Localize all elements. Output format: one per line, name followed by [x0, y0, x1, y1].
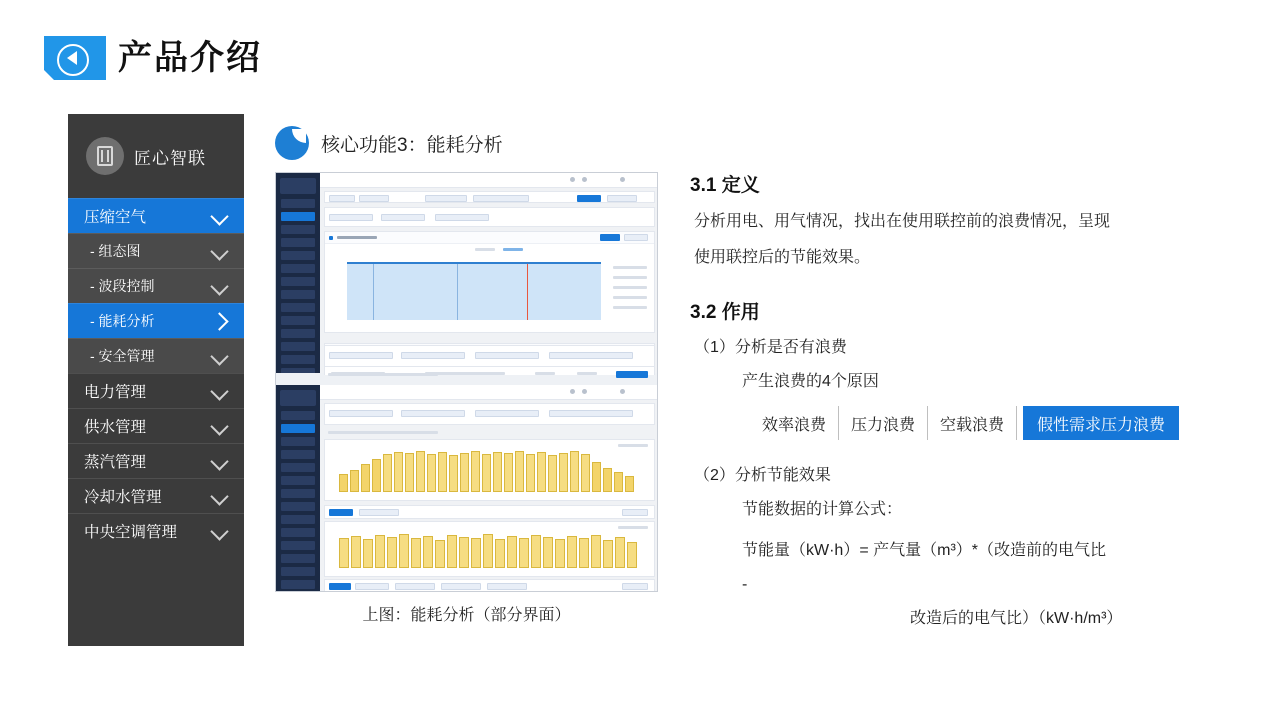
mock-more-button [616, 371, 648, 378]
mock-sidebar-item [281, 502, 315, 511]
mock-query-button [577, 195, 601, 202]
chevron-down-icon [210, 207, 228, 225]
chevron-down-icon [210, 242, 228, 260]
mock-bar [579, 538, 589, 568]
sidebar-item-safety-management[interactable] [68, 338, 244, 373]
chevron-down-icon [210, 487, 228, 505]
mock-sidebar-item [281, 489, 315, 498]
mock-avatar [620, 177, 625, 182]
mock-bar-chart-2 [339, 530, 639, 568]
waste-reason-pressure: 压力浪费 [839, 406, 928, 440]
mock-topbar-icon [582, 389, 587, 394]
mock-chart-legend-row [613, 266, 647, 269]
sidebar-item-water-supply-management[interactable] [68, 408, 244, 443]
mock-chart-legend [618, 444, 648, 447]
mock-sidebar-item [281, 238, 315, 247]
mock-bar [423, 536, 433, 568]
sidebar-item-label: - 组态图 [90, 243, 141, 259]
mock-bar [427, 454, 436, 492]
mock-stat [475, 410, 539, 417]
back-arrow-icon-glyph [67, 51, 77, 65]
mock-stat-strip [324, 345, 655, 367]
mock-stat [549, 352, 633, 359]
mock-sidebar-item [281, 554, 315, 563]
mock-bar [394, 452, 403, 492]
chevron-down-icon [210, 417, 228, 435]
mock-topbar-icon [582, 177, 587, 182]
center-section-header [275, 126, 503, 160]
mock-bar-chart-card-2 [324, 521, 655, 577]
brand-logo-icon [86, 137, 124, 175]
mock-bar [519, 538, 529, 568]
mock-chart-legend [618, 526, 648, 529]
mock-sidebar-item [281, 476, 315, 485]
sidebar-item-central-air-conditioning-management[interactable] [68, 513, 244, 548]
brand-name: 匠心智联 [134, 148, 206, 168]
mock-bar [548, 455, 557, 492]
mock-bar [515, 451, 524, 492]
mock-sidebar-item [281, 463, 315, 472]
sidebar-item-label: - 波段控制 [90, 278, 155, 294]
mock-bar [495, 539, 505, 568]
mock-filter-chip [329, 195, 355, 202]
mock-bar [493, 452, 502, 492]
mock-tag [329, 583, 351, 590]
sidebar-item-label: 供水管理 [84, 419, 147, 436]
mock-bar [603, 540, 613, 568]
mock-topbar [320, 385, 658, 400]
mock-bar [372, 459, 381, 492]
mock-bar [416, 451, 425, 492]
mock-topbar-icon [570, 177, 575, 182]
mock-sidebar [276, 385, 320, 592]
mock-bar [537, 452, 546, 492]
back-arrow-icon [44, 36, 106, 80]
mock-summary-row [324, 505, 655, 519]
chevron-down-icon [210, 277, 228, 295]
section-3-2-item-1: （1）分析是否有浪费 [694, 339, 847, 356]
mock-tag [359, 509, 399, 516]
mock-stat [329, 410, 393, 417]
mock-action [622, 509, 648, 516]
mock-filter-toolbar [324, 191, 655, 203]
mock-bar [627, 542, 637, 568]
product-nav-panel [68, 114, 244, 646]
mock-stat-caption [328, 431, 438, 434]
page-title: 产品介绍 [118, 39, 262, 77]
mock-bar [438, 452, 447, 492]
mock-bar [339, 474, 348, 492]
sidebar-item-configuration-diagram[interactable] [68, 233, 244, 268]
mock-bar [411, 538, 421, 568]
right-content [690, 170, 1250, 634]
sidebar-item-energy-analysis[interactable] [68, 303, 244, 338]
mock-summary-card [324, 207, 655, 227]
screenshot-caption: 上图：能耗分析（部分界面） [362, 607, 571, 624]
mock-legend [503, 248, 523, 251]
mock-stat-caption [328, 373, 438, 376]
mock-bar [447, 535, 457, 568]
mock-bar [483, 534, 493, 568]
mock-tag [487, 583, 527, 590]
mock-bar [350, 470, 359, 492]
sidebar-item-compressed-air[interactable] [68, 198, 244, 233]
mock-stat [329, 352, 393, 359]
mock-bar [555, 539, 565, 568]
mock-card-action [600, 234, 620, 241]
sidebar-item-label: 冷却水管理 [84, 489, 162, 506]
mock-tag [395, 583, 435, 590]
mock-sidebar-item [281, 580, 315, 589]
mock-stat [475, 352, 539, 359]
mock-bar [567, 536, 577, 568]
section-3-2-heading: 3.2 作用 [690, 302, 760, 323]
chevron-down-icon [210, 382, 228, 400]
mock-bar [526, 454, 535, 492]
mock-bar [471, 538, 481, 568]
mock-sidebar-item-active [281, 424, 315, 433]
slide-header [0, 0, 1280, 100]
mock-sidebar-item [281, 528, 315, 537]
mock-bar [559, 453, 568, 492]
mock-chart-legend-row [613, 286, 647, 289]
mock-bar [405, 453, 414, 492]
chevron-down-icon [210, 452, 228, 470]
waste-reason-idle: 空载浪费 [928, 406, 1017, 440]
waste-reason-efficiency: 效率浪费 [750, 406, 839, 440]
sidebar-item-label: 压缩空气 [84, 209, 147, 226]
screenshot-pane-2 [276, 385, 658, 592]
mock-bar [504, 453, 513, 492]
section-3-2-item-1-sub: 产生浪费的4个原因 [742, 373, 879, 390]
sidebar-item-label: 电力管理 [84, 384, 147, 401]
sidebar-item-label: 蒸汽管理 [84, 454, 147, 471]
mock-bar [614, 472, 623, 492]
mock-topbar-icon [570, 389, 575, 394]
chevron-right-icon [210, 312, 228, 330]
mock-tag [355, 583, 389, 590]
sidebar-item-label: - 安全管理 [90, 348, 155, 364]
mock-sidebar-item-active [281, 212, 315, 221]
chevron-down-icon [210, 347, 228, 365]
mock-bar [531, 535, 541, 568]
mock-sidebar-item [281, 437, 315, 446]
section-3-2-item-2: （2）分析节能效果 [694, 467, 831, 484]
mock-reset-button [607, 195, 637, 202]
energy-analysis-screenshot [275, 172, 658, 592]
sidebar-item-cooling-water-management[interactable] [68, 478, 244, 513]
waste-reason-false-demand-pressure: 假性需求压力浪费 [1023, 406, 1179, 440]
mock-bar-chart-card-1 [324, 439, 655, 501]
section-3-1-heading: 3.1 定义 [690, 175, 760, 196]
mock-sidebar-item [281, 251, 315, 260]
mock-sidebar-item [281, 450, 315, 459]
mock-stat [401, 410, 465, 417]
mock-sidebar-item [281, 264, 315, 273]
mock-stat [401, 352, 465, 359]
mock-bar [435, 540, 445, 568]
mock-sidebar-item [281, 411, 315, 420]
mock-tag [329, 509, 353, 516]
mock-stat-strip [324, 403, 655, 425]
section-3-2-item-2-sub: 节能数据的计算公式： [742, 501, 903, 518]
center-section-title: 核心功能3：能耗分析 [321, 134, 503, 156]
mock-bar [459, 537, 469, 568]
mock-bar [591, 535, 601, 568]
mock-sidebar-item [281, 567, 315, 576]
mock-stat [549, 410, 633, 417]
mock-bar [363, 539, 373, 568]
mock-sidebar-logo [280, 178, 316, 194]
mock-bar [449, 455, 458, 492]
mock-bottom-strip [324, 579, 655, 592]
mock-bar-chart-1 [339, 448, 639, 492]
mock-card-action [624, 234, 648, 241]
mock-action [622, 583, 648, 590]
mock-bar [543, 537, 553, 568]
mock-sidebar-item [281, 199, 315, 208]
waste-reason-row [750, 406, 1250, 440]
mock-filter-chip [359, 195, 389, 202]
mock-topbar [320, 173, 658, 188]
mock-chart-legend-row [613, 276, 647, 279]
mock-bar [460, 453, 469, 492]
mock-legend [475, 248, 495, 251]
mock-filter-chip [473, 195, 529, 202]
chevron-down-icon [210, 522, 228, 540]
mock-card-tag [329, 236, 333, 240]
sidebar-item-band-control[interactable] [68, 268, 244, 303]
mock-tag [441, 583, 481, 590]
sidebar-item-power-management[interactable] [68, 373, 244, 408]
nav-brand [68, 114, 244, 198]
mock-sidebar-item [281, 541, 315, 550]
mock-bar [351, 536, 361, 568]
mock-sidebar-logo [280, 390, 316, 406]
mock-card-title [337, 236, 377, 239]
mock-sidebar-item [281, 277, 315, 286]
mock-bar [482, 454, 491, 492]
mock-bar [387, 537, 397, 568]
mock-bar [570, 451, 579, 492]
mock-metric [329, 214, 373, 221]
mock-filter-chip [425, 195, 467, 202]
mock-bar [361, 464, 370, 492]
mock-bar [375, 535, 385, 568]
formula-line-3: 改造后的电气比）（kW·h/m³） [910, 610, 1123, 627]
screenshot-pane-stats [276, 345, 658, 385]
mock-bar [399, 534, 409, 568]
mock-card-header [325, 232, 654, 244]
mock-bar [625, 476, 634, 492]
mock-sidebar-item [281, 225, 315, 234]
formula-line-2: - [742, 576, 748, 593]
mock-bar [383, 454, 392, 492]
mock-sidebar-item [281, 515, 315, 524]
mock-bar [339, 538, 349, 568]
mock-bar [507, 536, 517, 568]
section-3-1-line-1: 分析用电、用气情况，找出在使用联控前的浪费情况，呈现 [694, 213, 1111, 230]
sidebar-item-label: - 能耗分析 [90, 313, 155, 329]
mock-bar [615, 537, 625, 568]
mock-metric [381, 214, 425, 221]
section-3-1-line-2: 使用联控后的节能效果。 [694, 249, 871, 266]
sidebar-item-label: 中央空调管理 [84, 524, 178, 541]
pie-chart-icon [275, 126, 309, 160]
mock-metric [435, 214, 489, 221]
mock-bar [603, 468, 612, 492]
mock-avatar [620, 389, 625, 394]
formula-line-1: 节能量（kW·h）= 产气量（m³）*（改造前的电气比 [742, 542, 1107, 559]
mock-bar [581, 454, 590, 492]
mock-bar [592, 462, 601, 492]
mock-bar [471, 451, 480, 492]
sidebar-item-steam-management[interactable] [68, 443, 244, 478]
